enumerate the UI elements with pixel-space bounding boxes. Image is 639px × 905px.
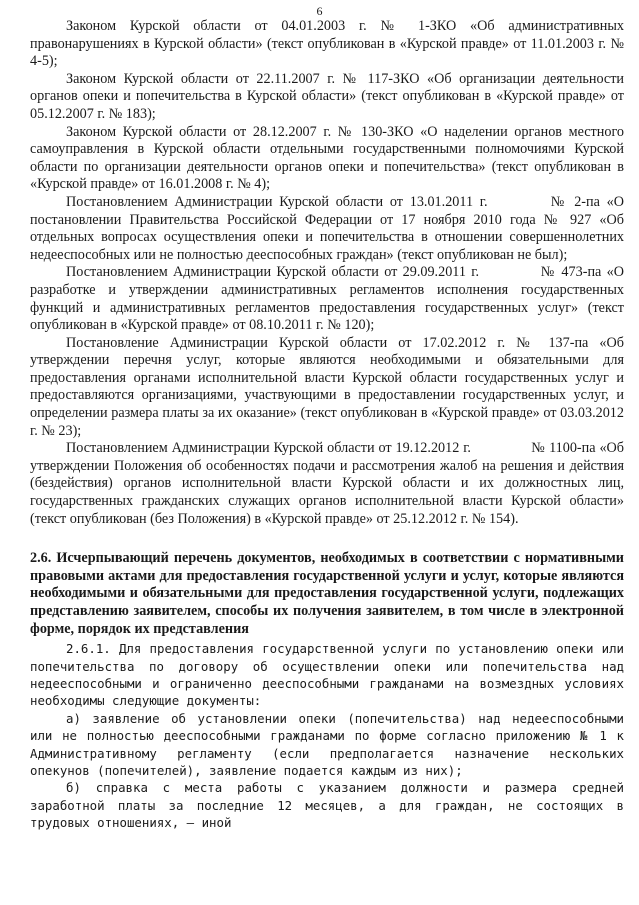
item-2-6-1: 2.6.1. Для предоставления государственной услуги по установлению опеки или попечительства по договору об осуществлении опеки или попечительства над недееспособными и ограниченно дееспособными гражданами на возмездных условиях необходимы следующие документы: — [30, 641, 624, 709]
resolution-paragraph-1100pa — [30, 440, 624, 528]
document-body — [30, 18, 624, 832]
resolution-paragraph-473pa — [30, 264, 624, 334]
item-a: а) заявление об установлении опеки (попечительства) над недееспособными или не полностью дееспособными гражданами по форме согласно приложению № 1 к Административному регламенту (если предполагается назначение нескольких опекунов (попечителей), заявление подается каждым из них); — [30, 710, 624, 779]
resolution-number: № 473-па — [539, 264, 602, 281]
resolution-tail: «Об утверждении Положения об особенностях подачи и рассмотрения жалоб на решения и действия (бездействия) органов исполнительной власти Курской области и их должностных лиц, государственных гражданских служащих органов исполнительной власти Курской области» (текст опубликован (без Положения) в «Курской правде» от 25.12.2012 г. № 154). — [30, 440, 624, 527]
section-heading-2-6: 2.6. Исчерпывающий перечень документов, необходимых в соответствии с нормативными правовыми актами для предоставления государственной услуги и услуг, которые являются необходимыми и обязательными для предоставления государственной услуги, подлежащих представлению заявителем, способы их получения заявителем, в том числе в электронной форме, порядок их представления — [30, 550, 624, 637]
resolution-head: Постановлением Администрации Курской области от 29.09.2011 г. — [66, 264, 480, 281]
resolution-number: № 2-па — [547, 193, 600, 210]
item-b: б) справка с места работы с указанием должности и размера средней заработной платы за последние 12 месяцев, а для граждан, не состоящих в трудовых отношениях, – иной — [30, 780, 624, 831]
law-paragraph-3: Законом Курской области от 28.12.2007 г. № 130-ЗКО «О наделении органов местного самоуправления в Курской области отдельными государственными полномочиями Курской области по организации деятельности органов опеки и попечительства» (текст опубликован в «Курской правде» от 16.01.2008 г. № 4); — [30, 123, 624, 193]
resolution-paragraph-2pa — [30, 194, 624, 264]
resolution-head: Постановлением Администрации Курской области от 13.01.2011 г. — [66, 193, 488, 210]
resolution-number: № 1100-па — [530, 440, 596, 457]
page-number: 6 — [316, 4, 323, 18]
law-paragraph-2: Законом Курской области от 22.11.2007 г. № 117-ЗКО «Об организации деятельности органов опеки и попечительства в Курской области» (текст опубликован в «Курской правде» от 05.12.2007 г. № 183); — [30, 70, 624, 122]
resolution-tail: «О постановлении Правительства Российской Федерации от 17 ноября 2010 года № 927 «Об отдельных вопросах осуществления опеки и попечительства в отношении совершеннолетних недееспособных или не полностью дееспособных граждан» (текст опубликован не был); — [30, 193, 625, 263]
resolution-head: Постановлением Администрации Курской области от 19.12.2012 г. — [66, 440, 471, 457]
resolution-paragraph-137pa: Постановление Администрации Курской области от 17.02.2012 г. № 137-па «Об утверждении перечня услуг, которые являются необходимыми и обязательными для предоставления органами исполнительной власти Курской области государственных услуг и предоставляются организациями, участвующими в предоставлении государственных услуг, и определении размера платы за их оказание» (текст опубликован в «Курской правде» от 03.03.2012 г. № 23); — [30, 334, 624, 439]
resolution-tail: «О разработке и утверждении административных регламентов исполнения государственных функций и административных регламентов предоставления государственных услуг» (текст опубликован в «Курской правде» от 08.10.2011 г. № 120); — [30, 264, 625, 334]
law-paragraph-1: Законом Курской области от 04.01.2003 г. № 1-ЗКО «Об административных правонарушениях в Курской области» (текст опубликован в «Курской правде» от 11.01.2003 г. № 4-5); — [30, 18, 624, 70]
